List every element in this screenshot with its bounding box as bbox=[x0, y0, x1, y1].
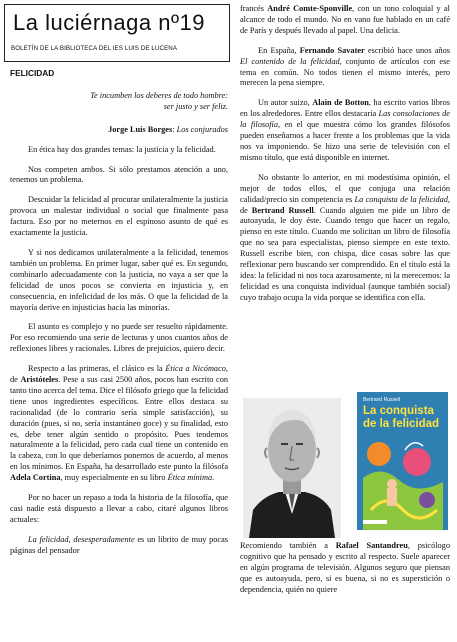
paragraph bbox=[10, 535, 228, 557]
author-ref: Bertrand Russell bbox=[251, 205, 314, 215]
paragraph bbox=[240, 173, 450, 304]
article-heading: FELICIDAD bbox=[10, 68, 55, 78]
text-run: Recomiendo también a bbox=[240, 541, 336, 550]
author-ref: Alain de Botton bbox=[312, 98, 369, 108]
attribution-separator: : bbox=[172, 124, 177, 134]
text-run: francés bbox=[240, 4, 268, 13]
text-run: . Pese a sus casi 2500 años, pocos han escrito con tanto tino acerca del tema. Dice el filósofo griego que la felicidad tiene unos ingredientes específicos. Entre ellos destaca su racionalidad (de lo contrario sería simple satisfacción), su duración (pues, si no, sería instantáneo goce) y su finalidad, esto es, debe tener algún sentido o propósito. Pues tendemos naturalmente a la felicidad, pero cada cual tiene un contenido en la cabeza, con lo que deberíamos ponernos de acuerdo, al menos en los mínimos. En España, ha desarrollado este punto la filósofa bbox=[10, 375, 228, 472]
author-ref: Rafael Santandreu bbox=[335, 541, 408, 550]
book-title-ref: Ética a Nicómaco bbox=[165, 364, 226, 374]
book-title-ref: El contenido de la felicidad bbox=[240, 56, 340, 66]
text-run: , muy especialmente en su libro bbox=[60, 473, 168, 483]
author-ref: André Comte-Sponville bbox=[267, 4, 353, 13]
book-cover-title: La conquista de la felicidad bbox=[363, 405, 440, 430]
text-run: No obstante lo anterior, en mi modestísima opinión, el mejor de todos ellos, el que conjuga una relación calidad/precio sin competencia es bbox=[240, 172, 450, 204]
right-column bbox=[240, 4, 450, 304]
text-run: escribió hace unos años bbox=[364, 45, 450, 55]
paragraph: El asunto es complejo y no puede ser resuelto rápidamente. Por eso recomiendo una serie de lecturas y unos cuantos años de reflexiones libres y racionales. Libres de prejuicios, quiero decir. bbox=[10, 322, 228, 354]
text-run: , de bbox=[10, 364, 228, 385]
epigraph-line: Te incumben los deberes de todo hombre: bbox=[90, 90, 228, 100]
paragraph: Por no hacer un repaso a toda la historia de la filosofía, que casi nadie está dispuesto a llevar a cabo, citaré algunos libros actuales: bbox=[10, 493, 228, 524]
book-title-ref: Las consolaciones de la filosofía bbox=[240, 109, 450, 130]
right-column-bottom bbox=[240, 541, 450, 596]
book-cover-author: Bertrand Russell bbox=[363, 397, 400, 403]
text-run: , con un tono coloquial y al alcance de todo el mundo. No en vano fue hablado en un café de París y después llevado al papel. Una delicia. bbox=[240, 4, 450, 35]
text-run: , conjunto de artículos con ese tema en común. No todos tienen el mismo interés, pero merecen la pena siempre. bbox=[240, 56, 450, 88]
paragraph: Descuidar la felicidad al procurar unilateralmente la justicia provoca un malestar individual o social que finalmente pasa factura. Eso por no meternos en el espinoso asunto de qué es exactamente la justicia. bbox=[10, 195, 228, 238]
author-ref: Fernando Savater bbox=[299, 45, 365, 55]
book-title-ref: Ética mínima bbox=[167, 473, 213, 483]
text-run: es un librito de muy pocas páginas del pensador bbox=[10, 534, 228, 555]
author-ref: Adela Cortina bbox=[10, 473, 61, 483]
paragraph: Nos competen ambos. Si sólo prestamos atención a uno, tenemos un problema. bbox=[10, 164, 228, 185]
text-run: Respecto a las primeras, el clásico es la bbox=[28, 364, 166, 374]
text-run: En España, bbox=[258, 45, 300, 55]
epigraph bbox=[10, 91, 228, 113]
paragraph bbox=[240, 46, 450, 90]
text-run: . Cuando alguien me pide un libro de autoayuda, le doy éste. Cuando tengo que hacer un regalo, pienso en este título. Cuando me solicitan un libro de filosofía que no sea para especialistas, pienso siempre en este texto. Russell escribe bien, con chispa, dice cosas sobre las que reflexionar pero buscando ser comprendido. En el título está la idea: la felicidad ni nos toca azarosamente, ni la merecemos: la felicidad es una conquista individual (aunque también social) cuyo trabajo ocupa la vida porque se identifica con ella. bbox=[240, 205, 451, 302]
newsletter-subtitle: BOLETÍN DE LA BIBLIOTECA DEL IES LUIS DE LUCENA bbox=[11, 45, 178, 52]
paragraph bbox=[10, 364, 228, 484]
paragraph: Y si nos dedicamos unilateralmente a la felicidad, tenemos también un problema. En primer lugar, saber qué es. En segundo, combinarlo adecuadamente con la justicia, no vaya a ser que la felicidad de unos pocos se convierta en injusticia y, en consecuencia, en infelicidad de los más. O que la felicidad de la mayoría derive en injusticias hacia las minorías. bbox=[10, 247, 228, 312]
author-ref: Aristóteles bbox=[20, 375, 59, 385]
paragraph bbox=[240, 98, 450, 163]
portrait-photo bbox=[243, 398, 341, 538]
text-run: , en el que muestra cómo los grandes filósofos pueden enseñarnos a hacer frente a los problemas que la vida nos va imponiendo. Se hizo una serie de televisión con el mismo título, que está disponible en internet. bbox=[240, 120, 450, 162]
portrait-illustration bbox=[243, 398, 341, 538]
text-run: , de bbox=[240, 194, 450, 215]
paragraph: En ética hay dos grandes temas: la justicia y la felicidad. bbox=[28, 144, 216, 154]
book-cover bbox=[357, 392, 448, 530]
text-run: , psicólogo cognitivo que ha pensado y escrito al respecto. Suele aparecer en algún programa de televisión. Algunos seguro que piensan que es autoayuda, pero, si es buena, si no es superstición o dependencia, quién no quiere bbox=[240, 541, 450, 594]
paragraph bbox=[240, 4, 450, 37]
text-run: Un autor suizo, bbox=[258, 98, 313, 108]
newsletter-title: La luciérnaga nº19 bbox=[13, 10, 205, 35]
masthead bbox=[4, 4, 230, 62]
attribution-work: Los conjurados bbox=[176, 124, 228, 134]
paragraph bbox=[240, 541, 450, 596]
attribution-author: Jorge Luis Borges bbox=[108, 124, 173, 134]
book-title-ref: La felicidad, desesperadamente bbox=[28, 534, 135, 544]
text-run: , ha escrito varios libros en los alrededores. Entre ellos destacaría bbox=[240, 98, 451, 119]
text-run: . bbox=[212, 473, 215, 483]
left-column bbox=[10, 68, 228, 557]
book-title-ref: La conquista de la felicidad bbox=[354, 194, 448, 204]
epigraph-attribution bbox=[10, 125, 228, 136]
epigraph-line: ser justo y ser feliz. bbox=[163, 101, 228, 111]
